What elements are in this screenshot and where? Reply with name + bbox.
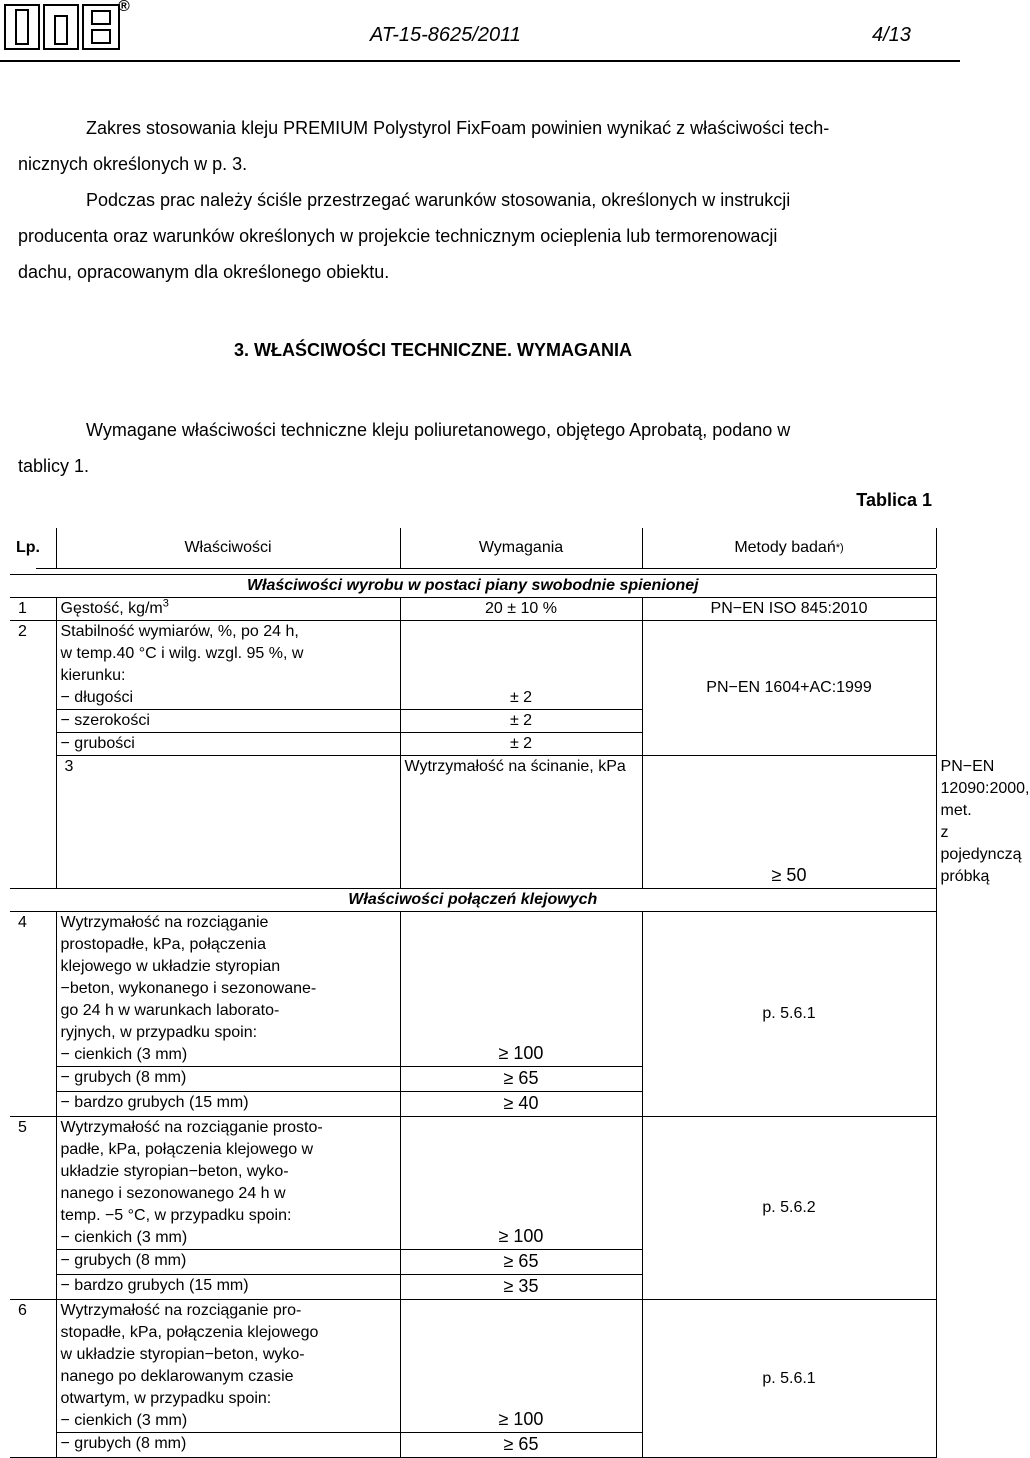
- section-foam-properties: Właściwości wyrobu w postaci piany swobodnie spienionej: [10, 575, 936, 598]
- section-title: 3. WŁAŚCIWOŚCI TECHNICZNE. WYMAGANIA: [234, 340, 632, 360]
- table-row: − grubych (8 mm) ≥ 65: [10, 1067, 936, 1092]
- table-row: 2 Stabilność wymiarów, %, po 24 h, w temp.40 °C i wilg. wzgl. 95 %, w kierunku: − długości ± 2 PN−EN 1604+AC:1999: [10, 621, 936, 710]
- col-header-requirements: Wymagania: [478, 539, 564, 556]
- header-rule: [0, 60, 960, 62]
- table-caption: Tablica 1: [856, 490, 932, 510]
- table-section-row: [10, 575, 936, 598]
- table-row: − bardzo grubych (15 mm) ≥ 35: [10, 1275, 936, 1300]
- header-rule-bottom: [36, 568, 936, 569]
- table-row: − szerokości ± 2: [10, 710, 936, 733]
- table-row: 3 Wytrzymałość na ścinanie, kPa ≥ 50 PN−EN 12090:2000, met. z pojedynczą próbką: [10, 756, 936, 889]
- paragraph-scope: Zakres stosowania kleju PREMIUM Polystyrol FixFoam powinien wynikać z właściwości tech- nicznych określonych w p. 3.: [18, 118, 830, 174]
- table-row: − bardzo grubych (15 mm) ≥ 40: [10, 1092, 936, 1117]
- page-header: [0, 0, 960, 60]
- table-row: − grubości ± 2: [10, 733, 936, 756]
- table-row: − grubych (8 mm) ≥ 65: [10, 1433, 936, 1458]
- col-header-methods: Metody badań *): [734, 539, 844, 556]
- table-section-row: [10, 889, 936, 912]
- properties-table: [10, 574, 1030, 1458]
- table-row: 6 Wytrzymałość na rozciąganie pro- stopadłe, kPa, połączenia klejowego w układzie styropian−beton, wyko- nanego po deklarowanym czasie otwartym, w przypadku spoin: − cienkich (3 mm) ≥ 100 p. 5.6.1: [10, 1300, 936, 1433]
- paragraph-conditions: Podczas prac należy ściśle przestrzegać warunków stosowania, określonych w instrukcji producenta oraz warunków określonych w projekcie technicznym ocieplenia lub termorenowacji dachu, opracowanym dla określonego obiektu.: [18, 190, 791, 282]
- document-number: AT-15-8625/2011: [370, 24, 521, 46]
- table-row: 1 Gęstość, $kg/m^3$ 20 ± 10 % PN−EN ISO 845:2010: [10, 598, 936, 621]
- col-divider: [936, 528, 937, 568]
- table-row: 5 Wytrzymałość na rozciąganie prosto- padłe, kPa, połączenia klejowego w układzie styropian−beton, wyko- nanego i sezonowanego 24 h w temp. −5 °C, w przypadku spoin: − cienkich (3 mm) ≥ 100 p. 5.6.2: [10, 1117, 936, 1250]
- table-row: 4 Wytrzymałość na rozciąganie prostopadłe, kPa, połączenia klejowego w układzie styropian −beton, wykonanego i sezonowane- go 24 h w warunkach laborato- ryjnych, w przypadku spoin: − cienkich (3 mm) ≥ 100 p. 5.6.1: [10, 912, 936, 1067]
- col-header-lp: Lp.: [16, 539, 40, 556]
- col-header-properties: Właściwości: [184, 539, 272, 556]
- section-bond-properties: Właściwości połączeń klejowych: [10, 889, 936, 912]
- table-row: − grubych (8 mm) ≥ 65: [10, 1250, 936, 1275]
- itb-logo: [4, 4, 122, 50]
- paragraph-requirements: Wymagane właściwości techniczne kleju poliuretanowego, objętego Aprobatą, podano w tablicy 1.: [18, 420, 791, 476]
- registered-mark: ®: [118, 0, 130, 15]
- page-number: 4/13: [872, 24, 911, 46]
